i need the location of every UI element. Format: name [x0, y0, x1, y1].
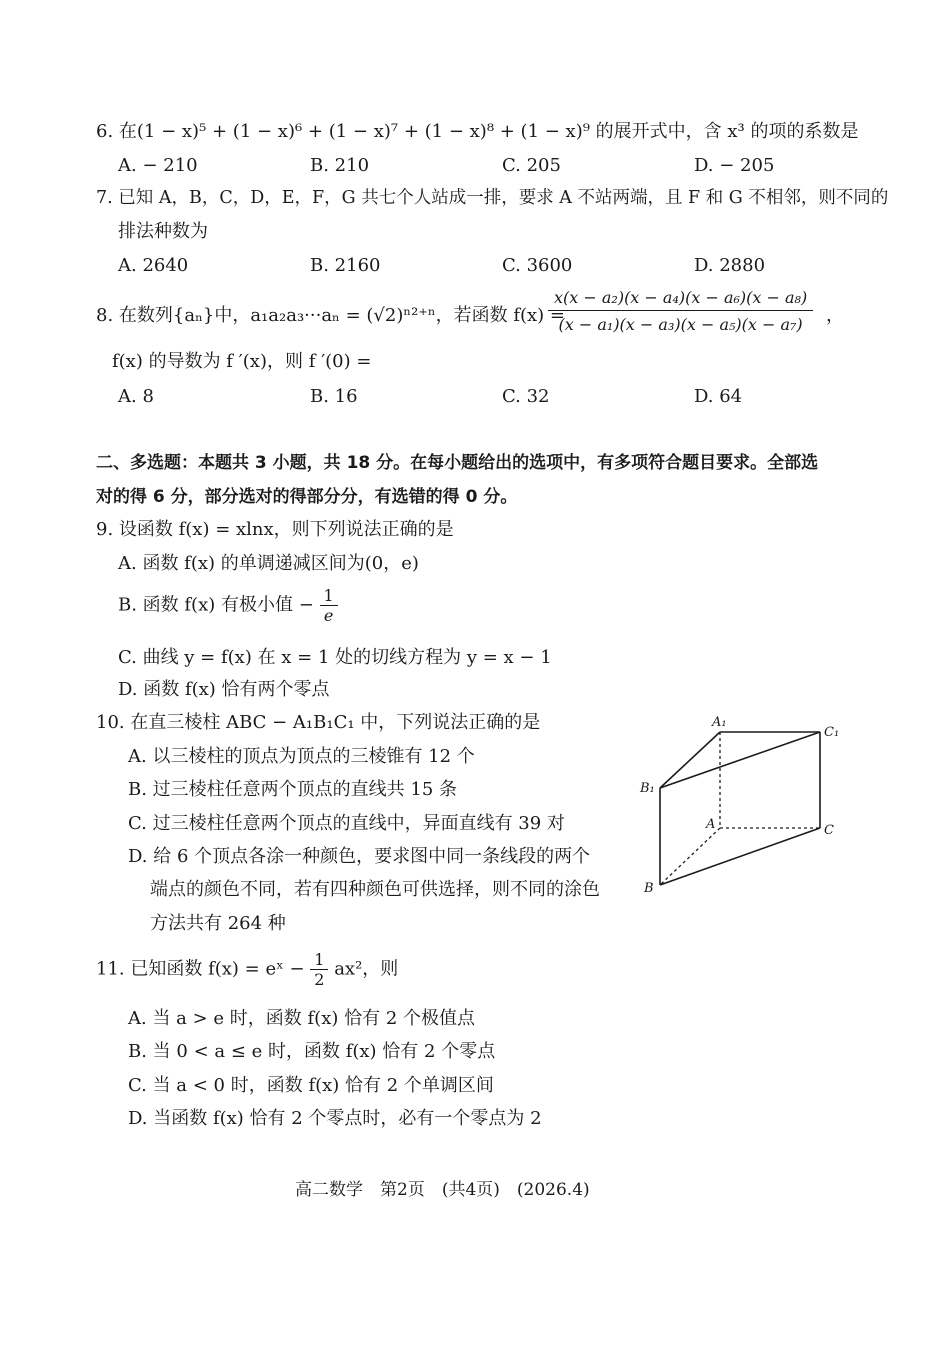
prism-label-c: C — [824, 823, 834, 838]
question-6-stem: 6. 在(1 − x)⁵ + (1 − x)⁶ + (1 − x)⁷ + (1 − x)⁸ + (1 − x)⁹ 的展开式中，含 x³ 的项的系数是 — [96, 121, 859, 142]
question-7-option-a: A. 2640 — [118, 255, 189, 276]
question-9-option-b-fraction — [320, 586, 338, 625]
question-9-option-b-text: B. 函数 f(x) 有极小值 − — [118, 594, 314, 616]
question-9-option-d: D. 函数 f(x) 恰有两个零点 — [118, 679, 330, 700]
question-7-option-d: D. 2880 — [694, 255, 766, 276]
question-9-option-b — [118, 586, 338, 625]
page-footer: 高二数学 第2页 (共4页) (2026.4) — [295, 1180, 590, 1200]
prism-edge-bc — [660, 828, 820, 885]
question-11-option-d: D. 当函数 f(x) 恰有 2 个零点时，必有一个零点为 2 — [128, 1108, 542, 1129]
question-7-stem-line1: 7. 已知 A，B，C，D，E，F，G 共七个人站成一排，要求 A 不站两端，且 F 和 G 不相邻，则不同的 — [96, 188, 889, 208]
section-2-heading-line1: 二、多选题：本题共 3 小题，共 18 分。在每小题给出的选项中，有多项符合题目要求。全部选 — [96, 453, 819, 473]
question-8-fraction — [548, 288, 813, 333]
question-8-option-a: A. 8 — [118, 386, 154, 407]
question-11-fraction-numerator: 1 — [310, 950, 328, 970]
question-10-option-d-line1: D. 给 6 个顶点各涂一种颜色，要求图中同一条线段的两个 — [128, 846, 591, 867]
prism-edge-a1b1 — [660, 732, 720, 788]
prism-figure — [636, 710, 846, 900]
question-8-fraction-denominator: (x − a₁)(x − a₃)(x − a₅)(x − a₇) — [558, 315, 803, 334]
question-10-option-c: C. 过三棱柱任意两个顶点的直线中，异面直线有 39 对 — [128, 813, 565, 834]
question-7-option-c: C. 3600 — [502, 255, 573, 276]
question-9-stem: 9. 设函数 f(x) = xlnx，则下列说法正确的是 — [96, 519, 454, 540]
question-11-fraction — [310, 950, 328, 989]
question-11-stem-prefix: 11. 已知函数 f(x) = eˣ − — [96, 958, 305, 980]
question-10-option-b: B. 过三棱柱任意两个顶点的直线共 15 条 — [128, 779, 458, 800]
question-6-option-a: A. − 210 — [118, 155, 198, 176]
question-8-stem-line2: f(x) 的导数为 f ′(x)，则 f ′(0) = — [112, 351, 372, 372]
question-8-option-d: D. 64 — [694, 386, 743, 407]
section-2-heading-line2: 对的得 6 分，部分选对的得部分分，有选错的得 0 分。 — [96, 487, 518, 507]
question-11-stem-suffix: ax²，则 — [334, 958, 399, 980]
question-11-stem — [96, 950, 398, 989]
question-7-option-b: B. 2160 — [310, 255, 381, 276]
prism-edge-b1c1 — [660, 732, 820, 788]
question-9-option-b-denominator: e — [323, 606, 334, 626]
question-7-stem-line2: 排法种数为 — [118, 221, 208, 242]
question-10-option-a: A. 以三棱柱的顶点为顶点的三棱锥有 12 个 — [128, 746, 475, 767]
question-10-stem: 10. 在直三棱柱 ABC − A₁B₁C₁ 中，下列说法正确的是 — [96, 712, 541, 733]
question-8-fraction-suffix: ， — [826, 305, 844, 326]
prism-label-b1: B₁ — [640, 781, 655, 796]
question-9-option-a: A. 函数 f(x) 的单调递减区间为(0，e) — [118, 553, 419, 574]
question-9-option-b-numerator: 1 — [320, 586, 338, 606]
question-8-option-b: B. 16 — [310, 386, 358, 407]
question-6-option-c: C. 205 — [502, 155, 561, 176]
question-6-option-b: B. 210 — [310, 155, 370, 176]
question-10-option-d-line3: 方法共有 264 种 — [150, 913, 286, 934]
prism-label-b: B — [644, 881, 654, 896]
question-11-option-a: A. 当 a > e 时，函数 f(x) 恰有 2 个极值点 — [128, 1008, 475, 1029]
question-11-fraction-denominator: 2 — [314, 970, 325, 990]
prism-label-c1: C₁ — [824, 725, 840, 740]
question-8-option-c: C. 32 — [502, 386, 550, 407]
question-8-fraction-numerator: x(x − a₂)(x − a₄)(x − a₆)(x − a₈) — [548, 288, 813, 311]
question-11-option-b: B. 当 0 < a ≤ e 时，函数 f(x) 恰有 2 个零点 — [128, 1041, 496, 1062]
question-8-stem: 8. 在数列{aₙ}中，a₁a₂a₃···aₙ = (√2)ⁿ²⁺ⁿ，若函数 f(x) = — [96, 305, 566, 326]
prism-edge-ab — [660, 828, 720, 885]
question-6-option-d: D. − 205 — [694, 155, 775, 176]
question-9-option-c: C. 曲线 y = f(x) 在 x = 1 处的切线方程为 y = x − 1 — [118, 647, 552, 668]
prism-label-a1: A₁ — [712, 715, 727, 730]
question-11-option-c: C. 当 a < 0 时，函数 f(x) 恰有 2 个单调区间 — [128, 1075, 494, 1096]
prism-label-a: A — [706, 817, 716, 832]
question-10-option-d-line2: 端点的颜色不同，若有四种颜色可供选择，则不同的涂色 — [150, 879, 600, 900]
